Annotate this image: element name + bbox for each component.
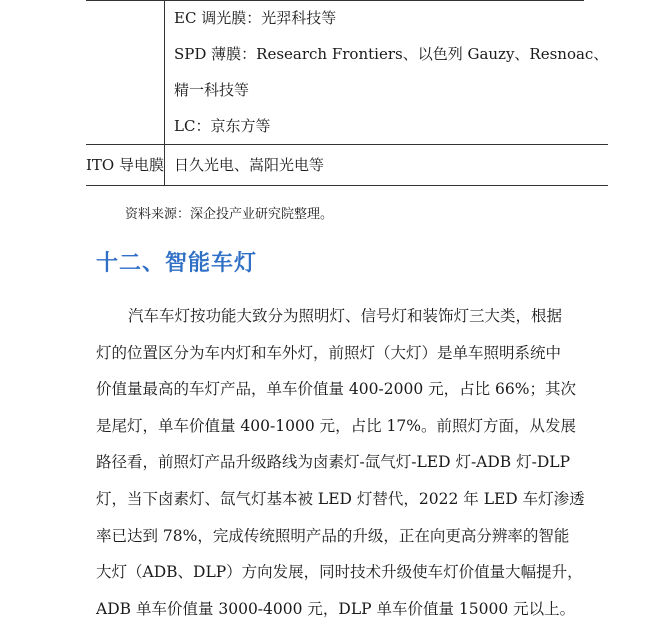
paragraph-line: 路径看，前照灯产品升级路线为卤素灯-氙气灯-LED 灯-ADB 灯-DLP [96, 453, 571, 472]
paragraph-line: 大灯（ADB、DLP）方向发展，同时技术升级使车灯价值量大幅提升， [96, 563, 583, 582]
table-row [86, 0, 608, 145]
table-cell-label [86, 0, 165, 145]
paragraph-line: 率已达到 78%，完成传统照明产品的升级，正在向更高分辨率的智能 [96, 526, 570, 545]
table-cell-value: 日久光电、嵩阳光电等 [165, 145, 609, 186]
paragraph-line: 灯，当下卤素灯、氙气灯基本被 LED 灯替代，2022 年 LED 车灯渗透 [96, 489, 585, 508]
paragraph-line: 灯的位置区分为车内灯和车外灯，前照灯（大灯）是单车照明系统中 [96, 343, 562, 362]
body-paragraph [96, 298, 585, 627]
table-cell-line: 精一科技等 [174, 81, 250, 99]
table-cell-label: ITO 导电膜 [86, 145, 165, 186]
table-cell-line: EC 调光膜：光羿科技等 [174, 9, 337, 27]
paragraph-line: 是尾灯，单车价值量 400-1000 元，占比 17%。前照灯方面，从发展 [96, 416, 577, 435]
table-cell-value [165, 0, 609, 145]
paragraph-line: ADB 单车价值量 3000-4000 元，DLP 单车价值量 15000 元以上。 [96, 599, 576, 618]
section-heading: 十二、智能车灯 [96, 251, 258, 276]
table-cell-line: SPD 薄膜：Research Frontiers、以色列 Gauzy、Resnoac、 [174, 45, 609, 63]
paragraph-line: 汽车车灯按功能大致分为照明灯、信号灯和装饰灯三大类，根据 [128, 307, 563, 325]
table-cell-line: LC：京东方等 [174, 117, 271, 135]
table-row [86, 145, 608, 186]
supplier-table [86, 0, 608, 186]
source-note: 资料来源：深企投产业研究院整理。 [125, 207, 334, 222]
paragraph-line: 价值量最高的车灯产品，单车价值量 400-2000 元，占比 66%；其次 [96, 380, 577, 399]
